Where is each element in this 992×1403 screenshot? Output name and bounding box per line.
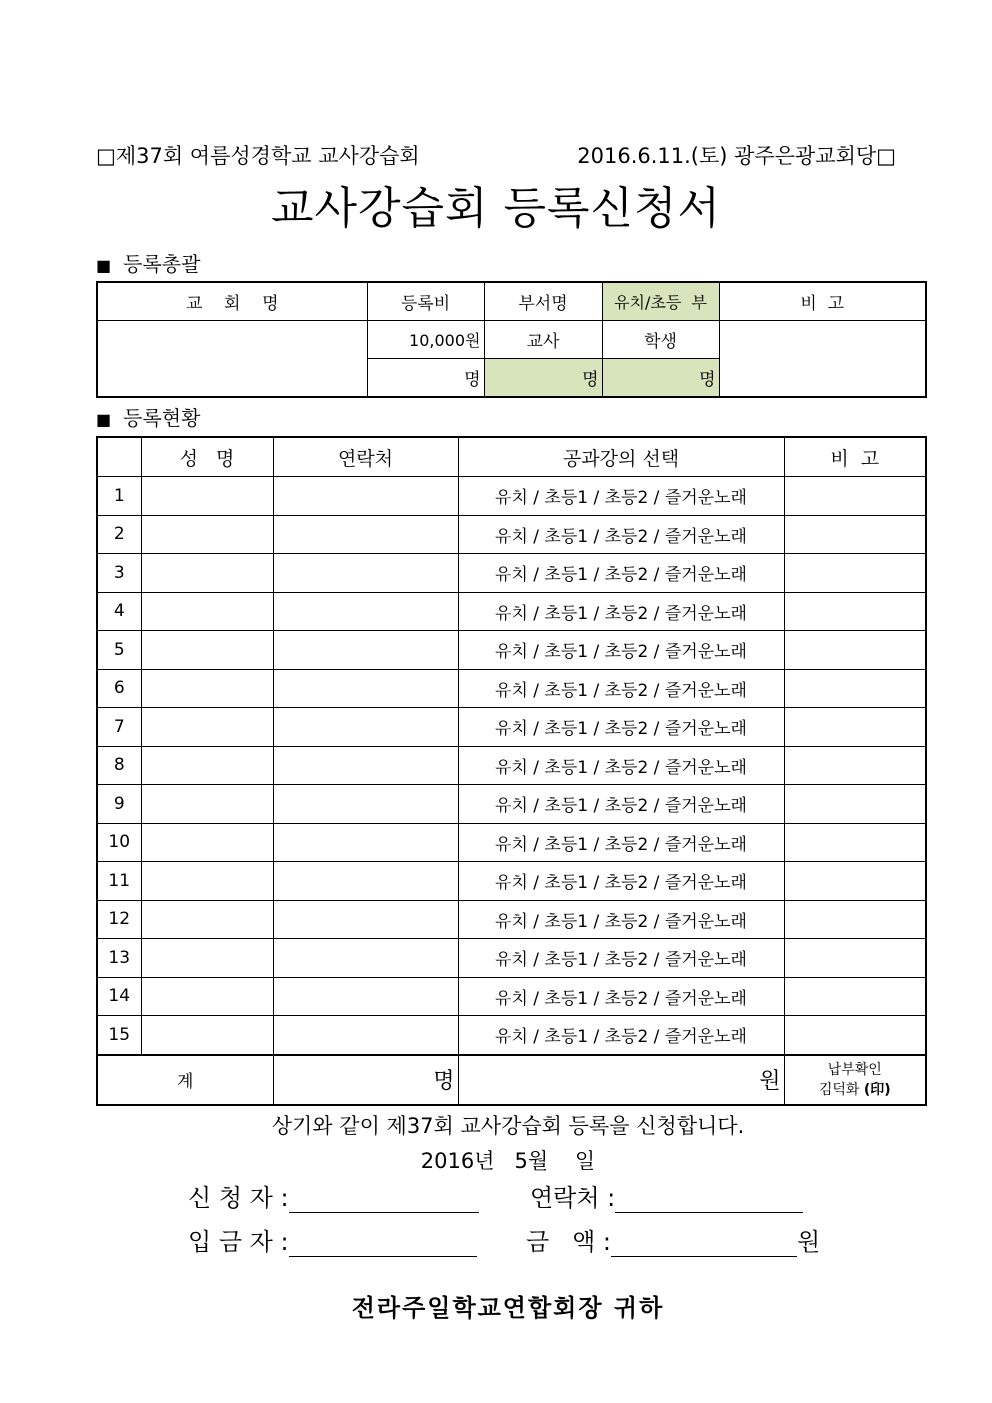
course-options[interactable]: 유치 / 초등1 / 초등2 / 즐거운노래 [458, 477, 784, 516]
row-number: 3 [97, 554, 141, 593]
summary-table [96, 281, 927, 398]
row-note-field[interactable] [784, 669, 926, 708]
amount-won-unit: 원 [796, 1228, 821, 1256]
course-options[interactable]: 유치 / 초등1 / 초등2 / 즐거운노래 [458, 554, 784, 593]
name-field[interactable] [141, 1016, 273, 1055]
name-field[interactable] [141, 708, 273, 747]
row-note-field[interactable] [784, 862, 926, 901]
name-field[interactable] [141, 785, 273, 824]
church-name-header: 교 회 명 [97, 282, 367, 321]
table-row [97, 631, 926, 670]
row-note-field[interactable] [784, 708, 926, 747]
row-note-field[interactable] [784, 631, 926, 670]
course-header: 공과강의 선택 [458, 437, 784, 477]
row-number: 15 [97, 1016, 141, 1055]
table-row [97, 939, 926, 978]
course-options[interactable]: 유치 / 초등1 / 초등2 / 즐거운노래 [458, 631, 784, 670]
name-field[interactable] [141, 477, 273, 516]
table-row [97, 1016, 926, 1055]
row-number: 6 [97, 669, 141, 708]
contact-field[interactable] [273, 631, 458, 670]
contact-field[interactable] [273, 785, 458, 824]
row-number: 1 [97, 477, 141, 516]
fee-value: 10,000원 [367, 321, 484, 359]
contact-line [530, 1178, 803, 1213]
row-note-field[interactable] [784, 554, 926, 593]
square-bullet-icon: ■ [96, 256, 112, 275]
depositor-field[interactable] [289, 1230, 477, 1257]
row-number: 13 [97, 939, 141, 978]
course-options[interactable]: 유치 / 초등1 / 초등2 / 즐거운노래 [458, 592, 784, 631]
name-field[interactable] [141, 746, 273, 785]
summary-section-label [96, 248, 200, 277]
row-note-field[interactable] [784, 592, 926, 631]
confirm-name: 김덕화 [818, 1081, 860, 1098]
contact-field[interactable] [615, 1186, 803, 1213]
note-header: 비 고 [719, 282, 926, 321]
table-row [97, 592, 926, 631]
reg-note-header: 비 고 [784, 437, 926, 477]
course-options[interactable]: 유치 / 초등1 / 초등2 / 즐거운노래 [458, 939, 784, 978]
fee-header: 등록비 [367, 282, 484, 321]
name-field[interactable] [141, 900, 273, 939]
row-number: 5 [97, 631, 141, 670]
row-note-field[interactable] [784, 823, 926, 862]
row-note-field[interactable] [784, 785, 926, 824]
course-options[interactable]: 유치 / 초등1 / 초등2 / 즐거운노래 [458, 669, 784, 708]
total-won-field[interactable]: 원 [458, 1055, 784, 1105]
name-field[interactable] [141, 823, 273, 862]
contact-field[interactable] [273, 477, 458, 516]
row-note-field[interactable] [784, 515, 926, 554]
course-options[interactable]: 유치 / 초등1 / 초등2 / 즐거운노래 [458, 862, 784, 901]
dept-header: 부서명 [484, 282, 602, 321]
contact-field[interactable] [273, 592, 458, 631]
amount-label: 금 액 : [526, 1228, 611, 1256]
event-date-place: 2016.6.11.(토) 광주은광교회당□ [577, 144, 896, 168]
course-options[interactable]: 유치 / 초등1 / 초등2 / 즐거운노래 [458, 708, 784, 747]
course-options[interactable]: 유치 / 초등1 / 초등2 / 즐거운노래 [458, 823, 784, 862]
number-header [97, 437, 141, 477]
course-options[interactable]: 유치 / 초등1 / 초등2 / 즐거운노래 [458, 746, 784, 785]
row-number: 10 [97, 823, 141, 862]
contact-label: 연락처 : [530, 1184, 616, 1212]
table-row [97, 669, 926, 708]
row-number: 7 [97, 708, 141, 747]
row-note-field[interactable] [784, 477, 926, 516]
statement-text: 상기와 같이 제37회 교사강습회 등록을 신청합니다. [271, 1114, 745, 1138]
row-number: 4 [97, 592, 141, 631]
contact-field[interactable] [273, 823, 458, 862]
teacher-label: 교사 [484, 321, 602, 359]
row-note-field[interactable] [784, 977, 926, 1016]
payment-confirm [784, 1055, 926, 1105]
contact-field[interactable] [273, 554, 458, 593]
course-options[interactable]: 유치 / 초등1 / 초등2 / 즐거운노래 [458, 1016, 784, 1055]
teacher-count-field[interactable]: 명 [484, 359, 602, 398]
table-row [97, 515, 926, 554]
confirm-label: 납부확인 [827, 1061, 882, 1078]
table-row [97, 477, 926, 516]
contact-field[interactable] [273, 515, 458, 554]
row-number: 14 [97, 977, 141, 1016]
depositor-line [188, 1222, 477, 1257]
table-row [97, 900, 926, 939]
name-field[interactable] [141, 862, 273, 901]
contact-field[interactable] [273, 1016, 458, 1055]
amount-field[interactable] [611, 1230, 797, 1257]
name-field[interactable] [141, 977, 273, 1016]
course-options[interactable]: 유치 / 초등1 / 초등2 / 즐거운노래 [458, 900, 784, 939]
table-row [97, 746, 926, 785]
contact-field[interactable] [273, 900, 458, 939]
contact-field[interactable] [273, 977, 458, 1016]
contact-field[interactable] [273, 939, 458, 978]
name-field[interactable] [141, 592, 273, 631]
contact-field[interactable] [273, 708, 458, 747]
name-field[interactable] [141, 554, 273, 593]
summary-note-field[interactable] [719, 321, 926, 398]
row-note-field[interactable] [784, 1016, 926, 1055]
amount-line [526, 1222, 820, 1257]
course-options[interactable]: 유치 / 초등1 / 초등2 / 즐거운노래 [458, 515, 784, 554]
name-field[interactable] [141, 939, 273, 978]
registration-section-label [96, 402, 200, 431]
row-number: 8 [97, 746, 141, 785]
square-bullet-icon: ■ [96, 410, 112, 429]
table-row [97, 785, 926, 824]
row-note-field[interactable] [784, 746, 926, 785]
row-note-field[interactable] [784, 900, 926, 939]
row-note-field[interactable] [784, 939, 926, 978]
registration-section-text: 등록현황 [123, 406, 201, 430]
table-row [97, 977, 926, 1016]
course-options[interactable]: 유치 / 초등1 / 초등2 / 즐거운노래 [458, 785, 784, 824]
applicant-line [188, 1178, 479, 1213]
contact-field[interactable] [273, 862, 458, 901]
name-field[interactable] [141, 631, 273, 670]
name-field[interactable] [141, 669, 273, 708]
seal-mark: (印) [863, 1081, 891, 1098]
course-options[interactable]: 유치 / 초등1 / 초등2 / 즐거운노래 [458, 977, 784, 1016]
table-row [97, 862, 926, 901]
fee-count-field[interactable]: 명 [367, 359, 484, 398]
student-label: 학생 [602, 321, 719, 359]
contact-field[interactable] [273, 746, 458, 785]
dept-value: 유치/초등 부 [602, 282, 719, 321]
name-field[interactable] [141, 515, 273, 554]
row-number: 12 [97, 900, 141, 939]
recipient-footer: 전라주일학교연합회장 귀하 [351, 1294, 665, 1322]
registration-table [96, 436, 927, 1106]
contact-header: 연락처 [273, 437, 458, 477]
row-number: 9 [97, 785, 141, 824]
row-number: 2 [97, 515, 141, 554]
contact-field[interactable] [273, 669, 458, 708]
church-name-field[interactable] [97, 321, 367, 398]
applicant-field[interactable] [289, 1186, 479, 1213]
name-header: 성 명 [141, 437, 273, 477]
total-label: 계 [97, 1055, 273, 1105]
table-row [97, 554, 926, 593]
table-row [97, 708, 926, 747]
summary-section-text: 등록총괄 [123, 252, 201, 276]
application-date: 2016년 5월 일 [420, 1149, 596, 1173]
student-count-field[interactable]: 명 [602, 359, 719, 398]
page-title: 교사강습회 등록신청서 [270, 183, 722, 234]
event-title: □제37회 여름성경학교 교사강습회 [96, 144, 420, 168]
header-line [96, 140, 896, 170]
row-number: 11 [97, 862, 141, 901]
applicant-label: 신 청 자 : [188, 1184, 289, 1212]
depositor-label: 입 금 자 : [188, 1228, 289, 1256]
total-person-field[interactable]: 명 [273, 1055, 458, 1105]
table-row [97, 823, 926, 862]
